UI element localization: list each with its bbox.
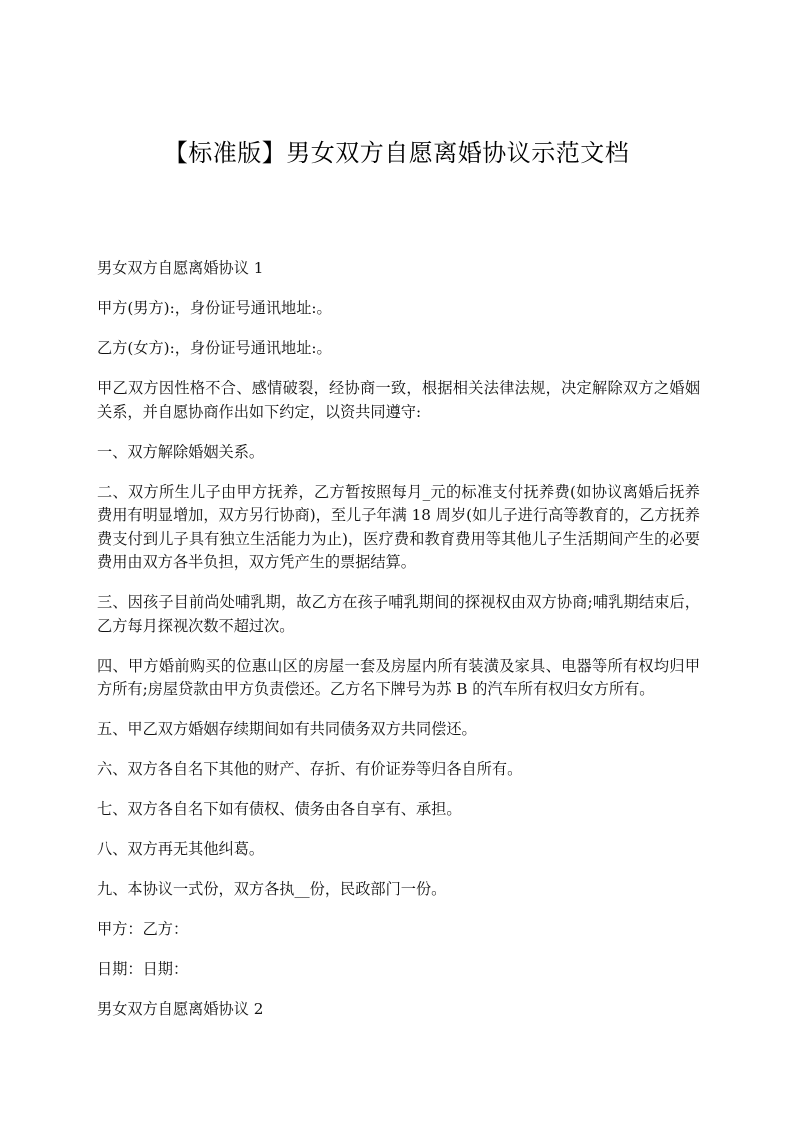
date-line: 日期：日期： xyxy=(97,960,189,978)
signature-line: 甲方：乙方： xyxy=(97,920,189,938)
document-title: 【标准版】男女双方自愿离婚协议示范文档 xyxy=(163,139,630,167)
preamble-paragraph: 甲乙双方因性格不合、感情破裂，经协商一致，根据相关法律法规，决定解除双方之婚姻关系，并自愿协商作出如下约定，以资共同遵守: xyxy=(97,379,700,421)
agreement-heading-1: 男女双方自愿离婚协议 1 xyxy=(97,259,264,277)
clause-2: 二、双方所生儿子由甲方抚养，乙方暂按照每月_元的标准支付抚养费(如协议离婚后抚养费用有明显增加，双方另行协商)，至儿子年满 18 周岁(如儿子进行高等教育的，乙方抚养费支付到儿子具有独立生活能力为止)，医疗费和教育费用等其他儿子生活期间产生的必要费用由双方各半负担，双方凭产生的票据结算。 xyxy=(97,482,700,571)
clause-9: 九、本协议一式份，双方各执__份，民政部门一份。 xyxy=(97,880,447,898)
clause-1: 一、双方解除婚姻关系。 xyxy=(97,442,265,461)
agreement-heading-2: 男女双方自愿离婚协议 2 xyxy=(97,1000,264,1018)
party-b-info: 乙方(女方):，身份证号通讯地址:。 xyxy=(97,339,332,357)
clause-8: 八、双方再无其他纠葛。 xyxy=(97,840,265,858)
clause-6: 六、双方各自名下其他的财产、存折、有价证券等归各自所有。 xyxy=(97,760,523,778)
document-body xyxy=(97,257,700,1038)
clause-5: 五、甲乙双方婚姻存续期间如有共同债务双方共同偿还。 xyxy=(97,720,477,738)
clause-4: 四、甲方婚前购买的位惠山区的房屋一套及房屋内所有装潢及家具、电器等所有权均归甲方所有;房屋贷款由甲方负责偿还。乙方名下牌号为苏 B 的汽车所有权归女方所有。 xyxy=(97,656,700,698)
clause-3: 三、因孩子目前尚处哺乳期，故乙方在孩子哺乳期间的探视权由双方协商;哺乳期结束后，乙方每月探视次数不超过次。 xyxy=(97,593,700,635)
party-a-info: 甲方(男方):，身份证号通讯地址:。 xyxy=(97,299,332,317)
clause-7: 七、双方各自名下如有债权、债务由各自享有、承担。 xyxy=(97,800,462,818)
